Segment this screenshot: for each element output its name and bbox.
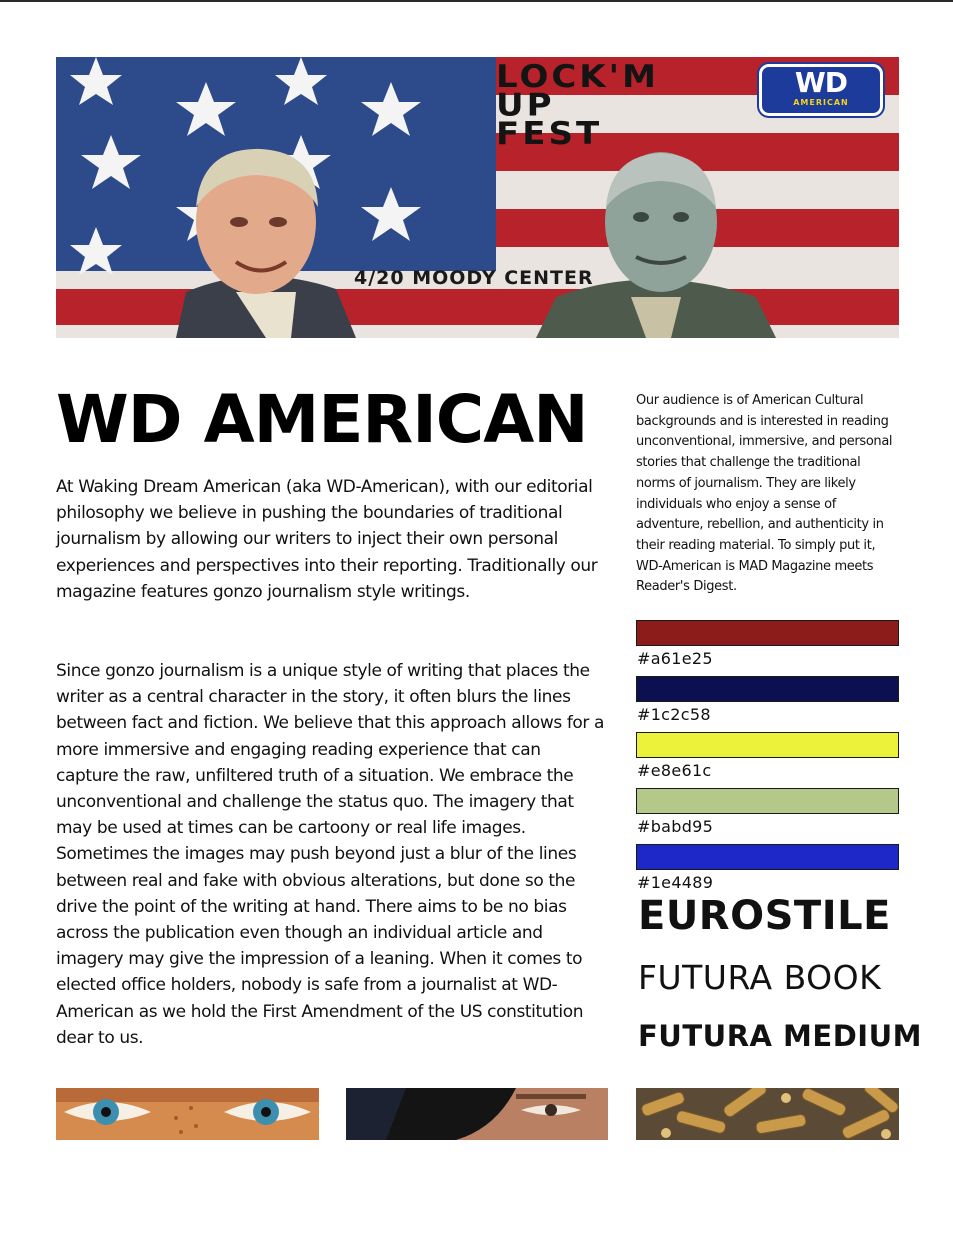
event-venue: 4/20 MOODY CENTER xyxy=(354,267,594,289)
color-code-5: #1e4489 xyxy=(637,873,714,892)
font-sample-futura-book: FUTURA BOOK xyxy=(638,958,882,997)
event-title-line: UP xyxy=(496,86,555,124)
thumbnail-eyepatch xyxy=(346,1088,608,1140)
color-swatch-5 xyxy=(636,844,899,870)
color-code-1: #a61e25 xyxy=(637,649,713,668)
event-title-line: FEST xyxy=(496,115,603,153)
color-swatch-2 xyxy=(636,676,899,702)
logo-mark: WD xyxy=(794,66,848,99)
hero-banner xyxy=(56,57,899,338)
intro-paragraph: At Waking Dream American (aka WD-American), with our editorial philosophy we believe in pushing the boundaries of traditional journalism by allowing our writers to inject their own personal experiences and perspectives into their reporting. Traditionally our magazine features gonzo journalism style writings. xyxy=(56,477,598,602)
color-swatch-4 xyxy=(636,788,899,814)
logo-subtitle: AMERICAN xyxy=(793,98,849,107)
color-code-2: #1c2c58 xyxy=(637,705,711,724)
page-title: WD AMERICAN xyxy=(56,381,588,458)
color-swatch-3 xyxy=(636,732,899,758)
event-title xyxy=(496,58,659,153)
top-rule xyxy=(0,0,953,2)
event-title-line: LOCK'M xyxy=(496,58,659,96)
font-sample-eurostile: EUROSTILE xyxy=(638,893,891,939)
audience-description: Our audience is of American Cultural backgrounds and is interested in reading unconventional, immersive, and personal stories that challenge the traditional norms of journalism. They are likely individuals who enjoy a sense of adventure, rebellion, and authenticity in their reading material. To simply put it, WD-American is MAD Magazine meets Reader's Digest. xyxy=(636,393,893,595)
color-swatch-1 xyxy=(636,620,899,646)
thumbnail-bullets xyxy=(636,1088,899,1140)
font-sample-futura-medium: FUTURA MEDIUM xyxy=(638,1019,922,1053)
color-code-4: #babd95 xyxy=(637,817,714,836)
gonzo-paragraph: Since gonzo journalism is a unique style of writing that places the writer as a central character in the story, it often blurs the lines between fact and fiction. We believe that this approach allows for a more immersive and engaging reading experience that can capture the raw, unfiltered truth of a situation. We embrace the unconventional and challenge the status quo. The imagery that may be used at times can be cartoony or real life images. Sometimes the images may push beyond just a blur of the lines between real and fake with obvious alterations, but done so the drive the point of the writing at hand. There aims to be no bias across the publication even though an individual article and imagery may give the impression of a leaning. When it comes to elected office holders, nobody is safe from a journalist at WD-American as we hold the First Amendment of the US constitution dear to us. xyxy=(56,661,605,1048)
thumbnail-eyes xyxy=(56,1088,319,1140)
color-code-3: #e8e61c xyxy=(637,761,712,780)
wd-american-logo xyxy=(759,64,883,116)
